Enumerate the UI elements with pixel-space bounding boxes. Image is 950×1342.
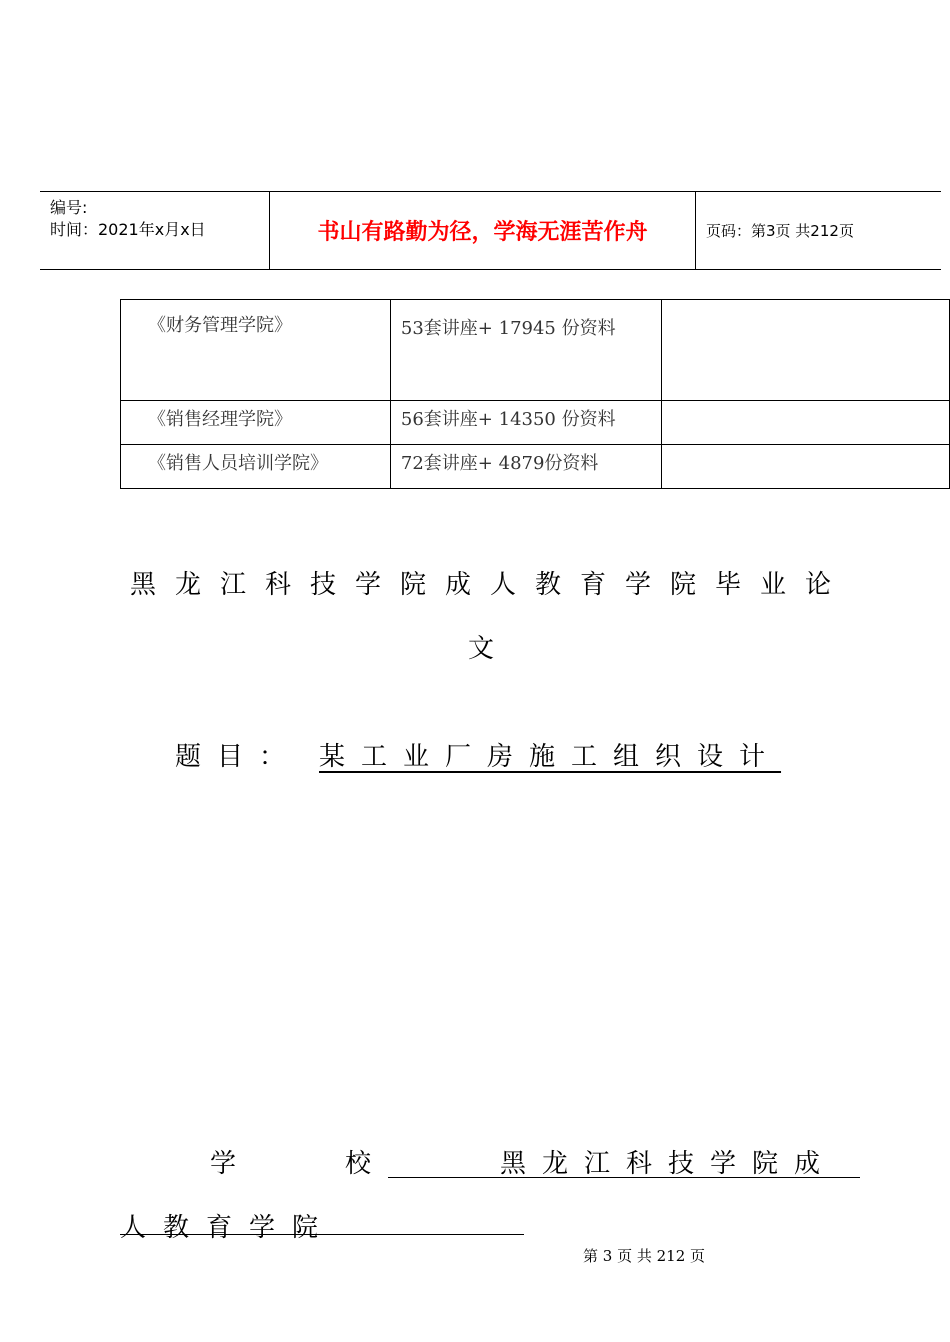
table-row <box>121 300 950 401</box>
thesis-subject <box>175 736 785 773</box>
header-motto: 书山有路勤为径，学海无涯苦作舟 <box>270 192 696 269</box>
resource-table <box>120 299 950 489</box>
table-row <box>121 445 950 489</box>
subject-label: 题目： <box>175 742 302 772</box>
table-cell-name: 《销售人员培训学院》 <box>121 445 391 489</box>
table-cell-desc: 53套讲座+ 17945 份资料 <box>390 300 661 401</box>
table-cell-desc: 72套讲座+ 4879份资料 <box>390 445 661 489</box>
page-footer: 第 3 页 共 212 页 <box>583 1247 706 1265</box>
school-label-1: 学 <box>210 1149 237 1179</box>
subject-value: 某工业厂房施工组织设计 <box>319 742 782 772</box>
school-underline-2 <box>120 1234 524 1235</box>
number-label: 编号: <box>50 198 88 217</box>
table-cell-name: 《财务管理学院》 <box>121 300 391 401</box>
table-cell-extra <box>661 401 949 445</box>
thesis-title-line2: 文 <box>468 634 495 664</box>
school-value-line2: 人教育学院 <box>120 1213 336 1243</box>
page-header <box>40 191 941 270</box>
table-row <box>121 401 950 445</box>
thesis-title-line1: 黑龙江科技学院成人教育学院毕业论 <box>130 570 851 600</box>
table-cell-extra <box>661 300 949 401</box>
table-cell-extra <box>661 445 949 489</box>
time-label: 时间：2021年x月x日 <box>50 220 206 239</box>
table-cell-desc: 56套讲座+ 14350 份资料 <box>390 401 661 445</box>
table-cell-name: 《销售经理学院》 <box>121 401 391 445</box>
header-page-info: 页码：第3页 共212页 <box>706 222 854 240</box>
header-meta <box>40 192 270 269</box>
school-value-line1: 黑龙江科技学院成 <box>500 1149 837 1179</box>
school-label-2: 校 <box>345 1149 372 1179</box>
